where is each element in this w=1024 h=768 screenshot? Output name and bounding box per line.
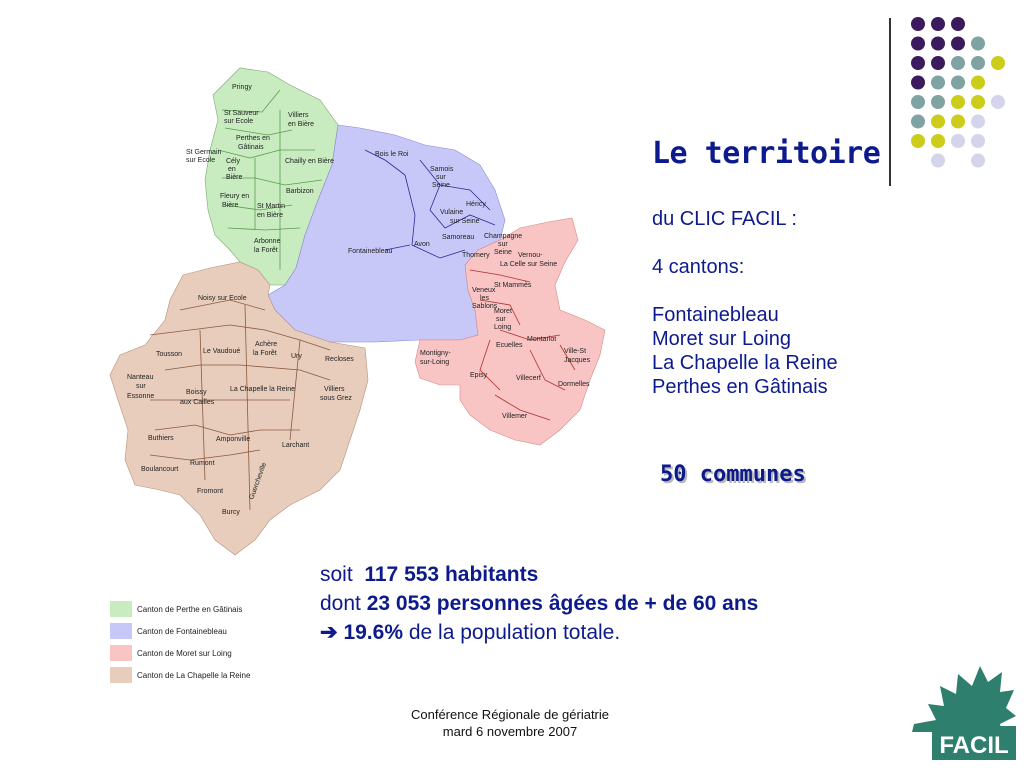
oak-leaf-icon [912,666,1016,732]
map-label: Villecerf [516,375,541,382]
map-label: Guercheville [248,461,269,501]
territory-info [652,207,838,399]
map-label: Boulancourt [141,466,179,473]
map-label: Fontainebleau [348,248,393,255]
map-label: La Celle sur Seine [500,261,558,268]
map-label: Rumont [190,460,215,467]
divider-line [889,18,891,186]
decorative-dot [911,95,925,109]
map-label: en Bière [257,212,284,219]
canton-map [100,60,620,570]
map-label: Le Vaudoué [203,348,241,355]
map-label: Ury [291,353,302,360]
footer-date: mard 6 novembre 2007 [442,724,578,739]
decorative-dot [911,134,925,148]
map-label: Villemer [502,413,528,420]
decorative-dot [971,76,985,90]
map-label: Seine [494,249,512,256]
map-label: Fleury en [220,193,250,200]
stats-line-percentage [320,618,758,647]
map-label: sur [436,174,446,181]
map-label: aux Cailles [180,399,215,406]
map-label: Essonne [127,393,155,400]
map-label: Loing [494,324,512,331]
map-label: en [228,166,236,173]
canton-name: Moret sur Loing [652,328,791,350]
decorative-dot [951,37,965,51]
map-label: Pringy [232,84,252,91]
decorative-dot [931,134,945,148]
communes-count: 50 communes [660,462,806,487]
legend-swatch [110,645,132,661]
decorative-dot [911,76,925,90]
canton-name: La Chapelle la Reine [652,352,838,374]
decorative-dot [971,154,985,168]
legend-item [110,642,310,664]
map-label: St Martin [257,203,286,210]
map-label: Buthiers [148,435,174,442]
legend-swatch [110,667,132,683]
decorative-dot [971,134,985,148]
map-label: Jacques [564,357,591,364]
map-label: Ecuelles [496,342,523,349]
map-label: Ville-St [564,348,587,355]
decorative-dot [951,115,965,129]
decorative-dot [911,56,925,70]
map-label: Sablons [472,303,498,310]
map-label: sur [498,241,508,248]
map-label: Noisy sur Ecole [198,295,247,302]
decorative-dot [931,76,945,90]
population-stats [320,560,758,647]
map-label: Dormelles [558,381,590,388]
legend-label: Canton de La Chapelle la Reine [137,670,251,680]
percentage-suffix: de la population totale. [408,621,621,644]
decorative-dot [951,134,965,148]
decorative-dot [911,37,925,51]
decorative-dot [951,76,965,90]
map-label: sur [136,383,146,390]
stats-prefix: soit [320,563,353,586]
decorative-dot [951,95,965,109]
map-label: Gâtinais [238,144,264,151]
map-label: la Forêt [253,350,277,357]
map-label: Recloses [325,356,354,363]
map-label: Bière [226,174,243,181]
legend-item [110,620,310,642]
decorative-dot [931,115,945,129]
map-label: St Mammès [494,282,532,289]
map-label: Achère [255,341,278,348]
map-label: Burcy [222,509,240,516]
decorative-dot [931,37,945,51]
map-label: Champagne [484,233,523,240]
map-label: La Chapelle la Reine [230,386,295,393]
map-label: Villiers [324,386,345,393]
map-label: Bière [222,202,239,209]
decorative-dot [991,56,1005,70]
canton-name: Fontainebleau [652,304,779,326]
map-label: les [480,295,489,302]
decorative-dot [951,56,965,70]
percentage-value: 19.6% [343,621,403,644]
decorative-dot [931,154,945,168]
map-label: Larchant [282,442,310,449]
map-label: St Sauveur [224,110,259,117]
map-label: Vulaine [440,209,464,216]
map-label: Fromont [197,488,224,495]
decorative-dot [951,17,965,31]
legend-label: Canton de Fontainebleau [137,626,227,636]
subtitle: du CLIC FACIL : [652,208,797,230]
map-label: Seine [432,182,450,189]
map-label: Samoreau [442,234,475,241]
legend-item [110,664,310,686]
map-legend [110,598,310,686]
map-label: Perthes en [236,135,270,142]
map-label: sur Seine [450,218,480,225]
legend-label: Canton de Perthe en Gâtinais [137,604,243,614]
decorative-dots [895,12,1020,172]
map-label: sur [496,316,506,323]
decorative-dot [971,56,985,70]
decorative-dot [931,56,945,70]
map-label: sur Ecole [186,157,216,164]
map-label: Episy [470,372,488,379]
map-label: Montigny- [420,350,451,357]
map-label: en Bière [288,121,315,128]
map-label: Héricy [466,201,486,208]
map-label: Vernou- [518,252,543,259]
logo-text: FACIL [939,732,1009,759]
map-label: St Germain [186,149,222,156]
map-label: Avon [414,241,430,248]
inhabitants-value: 117 553 habitants [364,563,539,586]
legend-label: Canton de Moret sur Loing [137,648,232,658]
map-label: Arbonne [254,238,281,245]
map-label: Thomery [462,252,490,259]
map-label: sous Grez [320,395,352,402]
stats-prefix: dont [320,592,361,615]
map-label: Bois le Roi [375,151,409,158]
map-label: Moret [494,308,512,315]
map-label: Cély [226,158,241,165]
decorative-dot [991,95,1005,109]
canton-name: Perthes en Gâtinais [652,376,828,398]
legend-swatch [110,601,132,617]
legend-swatch [110,623,132,639]
decorative-dot [971,37,985,51]
map-label: Montarlot [527,336,557,343]
decorative-dot [911,17,925,31]
map-label: Tousson [156,351,183,358]
decorative-dot [931,17,945,31]
page-title: Le territoire [652,136,881,171]
decorative-dot [971,115,985,129]
facil-logo [906,642,1018,762]
decorative-dot [931,95,945,109]
stats-line-elderly [320,589,758,618]
map-label: la Forêt [254,247,278,254]
map-label: Samois [430,166,454,173]
map-label: Amponville [216,436,251,443]
map-label: Villiers [288,112,309,119]
map-label: Chailly en Bière [285,158,335,165]
map-label: Nanteau [127,374,154,381]
map-label: Veneux [472,287,496,294]
decorative-dot [911,115,925,129]
elderly-value: 23 053 personnes âgées de + de 60 ans [366,592,759,615]
footer [340,706,680,740]
map-label: Barbizon [286,188,314,195]
decorative-dot [971,95,985,109]
cantons-heading: 4 cantons: [652,256,745,278]
legend-item [110,598,310,620]
map-label: sur Ecole [224,118,254,125]
footer-conference: Conférence Régionale de gériatrie [410,707,609,722]
arrow-icon: ➔ [320,621,338,644]
map-label: sur-Loing [420,359,450,366]
map-label: Boissy [186,389,207,396]
